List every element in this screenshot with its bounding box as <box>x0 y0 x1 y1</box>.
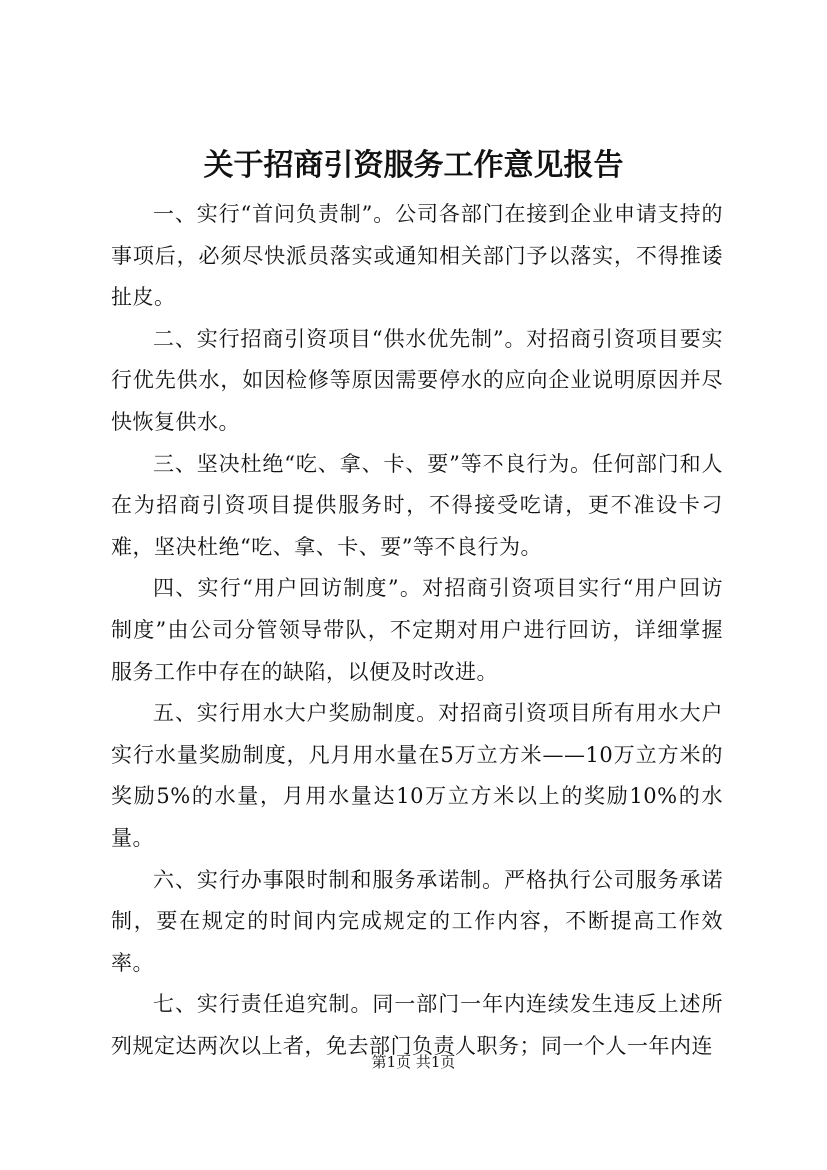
paragraph-5: 五、实行用水大户奖励制度。对招商引资项目所有用水大户实行水量奖励制度，凡月用水量在5万立方米——10万立方米的奖励5%的水量，月用水量达10万立方米以上的奖励10%的水量。 <box>111 701 723 850</box>
paragraph-6: 六、实行办事限时制和服务承诺制。严格执行公司服务承诺制，要在规定的时间内完成规定的工作内容，不断提高工作效率。 <box>111 867 723 975</box>
paragraph-3: 三、坚决杜绝“吃、拿、卡、要”等不良行为。任何部门和人在为招商引资项目提供服务时，不得接受吃请，更不准设卡刁难，坚决杜绝“吃、拿、卡、要”等不良行为。 <box>111 451 723 559</box>
document-body <box>111 194 723 1067</box>
paragraph-2: 二、实行招商引资项目“供水优先制”。对招商引资项目要实行优先供水，如因检修等原因需要停水的应向企业说明原因并尽快恢复供水。 <box>111 326 723 434</box>
page-number-footer: 第1页 共1页 <box>371 1053 456 1071</box>
document-title: 关于招商引资服务工作意见报告 <box>203 148 624 183</box>
paragraph-7: 七、实行责任追究制。同一部门一年内连续发生违反上述所列规定达两次以上者，免去部门负责人职务；同一个人一年内连 <box>111 992 723 1058</box>
paragraph-4: 四、实行“用户回访制度”。对招商引资项目实行“用户回访制度”由公司分管领导带队，不定期对用户进行回访，详细掌握服务工作中存在的缺陷，以便及时改进。 <box>111 576 723 684</box>
paragraph-1: 一、实行“首问负责制”。公司各部门在接到企业申请支持的事项后，必须尽快派员落实或通知相关部门予以落实，不得推诿扯皮。 <box>111 202 723 310</box>
